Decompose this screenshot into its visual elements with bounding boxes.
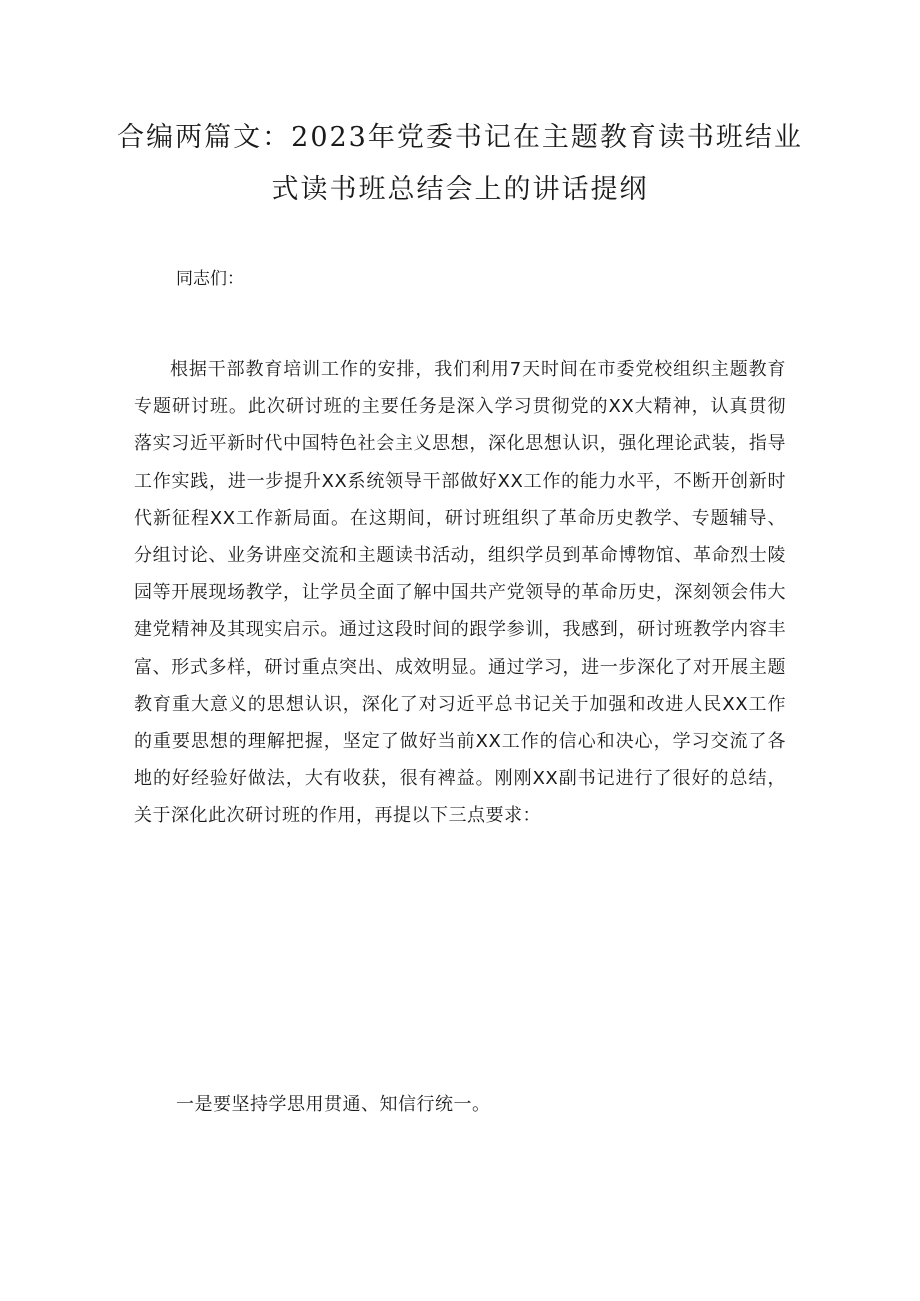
title-line-2: 式读书班总结会上的讲话提纲 (271, 174, 649, 205)
body-paragraph: 根据干部教育培训工作的安排，我们利用7天时间在市委党校组织主题教育专题研讨班。此次研讨班的主要任务是深入学习贯彻党的XX大精神，认真贯彻落实习近平新时代中国特色社会主义思想，深化思想认识，强化理论武装，指导工作实践，进一步提升XX系统领导干部做好XX工作的能力水平，不断开创新时代新征程XX工作新局面。在这期间，研讨班组织了革命历史教学、专题辅导、分组讨论、业务讲座交流和主题读书活动，组织学员到革命博物馆、革命烈士陵园等开展现场教学，让学员全面了解中国共产党领导的革命历史，深刻领会伟大建党精神及其现实启示。通过这段时间的跟学参训，我感到，研讨班教学内容丰富、形式多样，研讨重点突出、成效明显。通过学习，进一步深化了对开展主题教育重大意义的思想认识，深化了对习近平总书记关于加强和改进人民XX工作的重要思想的理解把握，坚定了做好当前XX工作的信心和决心，学习交流了各地的好经验好做法，大有收获，很有裨益。刚刚XX副书记进行了很好的总结，关于深化此次研讨班的作用，再提以下三点要求： (134, 359, 786, 827)
first-point-heading: 一是要坚持学思用贯通、知信行统一。 (176, 1094, 491, 1115)
document-title (110, 112, 810, 216)
title-line-1: 合编两篇文：2023年党委书记在主题教育读书班结业 (117, 122, 803, 153)
salutation: 同志们： (176, 269, 244, 289)
